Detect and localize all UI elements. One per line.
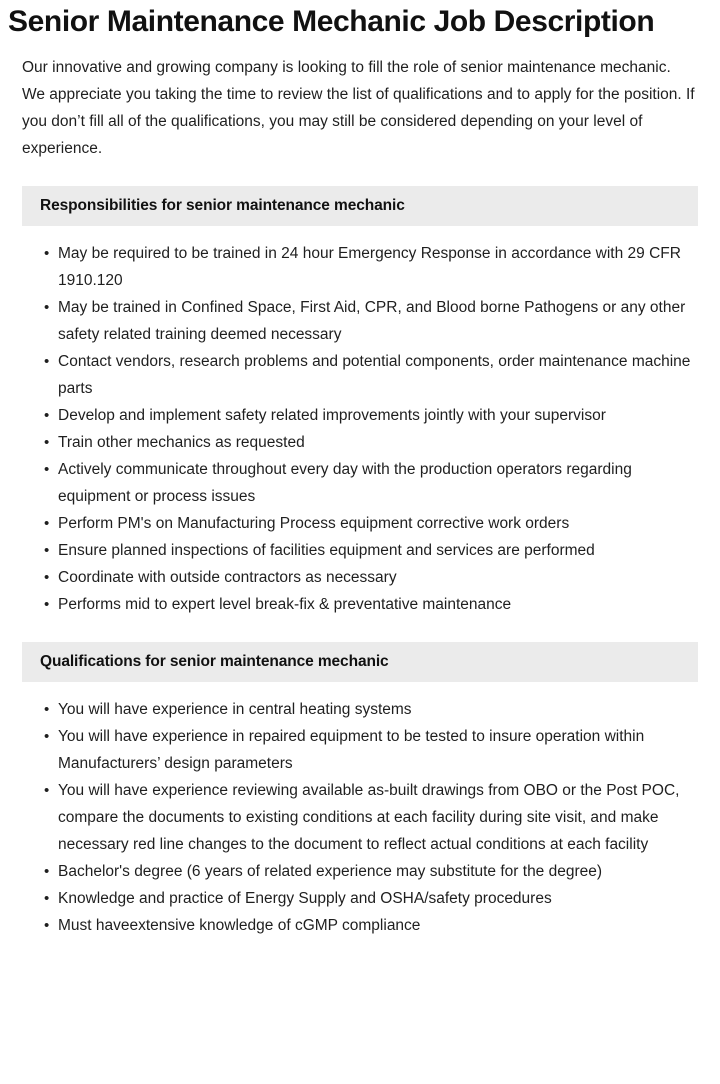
section-header-qualifications [22, 642, 698, 682]
list-item: • Must haveextensive knowledge of cGMP compliance [58, 912, 692, 939]
qualifications-list [0, 696, 720, 939]
section-header-label: Qualifications for senior maintenance mechanic [40, 653, 389, 670]
section-qualifications [0, 642, 720, 939]
list-item: • You will have experience in central heating systems [58, 696, 692, 723]
list-item: • Ensure planned inspections of facilities equipment and services are performed [58, 537, 692, 564]
list-item: • You will have experience in repaired equipment to be tested to insure operation within Manufacturers’ design parameters [58, 723, 692, 777]
list-item: • May be trained in Confined Space, First Aid, CPR, and Blood borne Pathogens or any other safety related training deemed necessary [58, 294, 692, 348]
intro-paragraph: Our innovative and growing company is looking to fill the role of senior maintenance mechanic. We appreciate you taking the time to review the list of qualifications and to apply for the position. If you don’t fill all of the qualifications, you may still be considered depending on your level of experience. [22, 59, 695, 157]
list-item: • Perform PM's on Manufacturing Process equipment corrective work orders [58, 510, 692, 537]
list-item: • You will have experience reviewing available as-built drawings from OBO or the Post POC, compare the documents to existing conditions at each facility during site visit, and make necessary red line changes to the document to reflect actual conditions at each facility [58, 777, 692, 858]
list-item: • Coordinate with outside contractors as necessary [58, 564, 692, 591]
list-item: • May be required to be trained in 24 hour Emergency Response in accordance with 29 CFR 1910.120 [58, 240, 692, 294]
list-item: • Develop and implement safety related improvements jointly with your supervisor [58, 402, 692, 429]
list-item: • Bachelor's degree (6 years of related experience may substitute for the degree) [58, 858, 692, 885]
section-header-responsibilities [22, 186, 698, 226]
list-item: • Contact vendors, research problems and potential components, order maintenance machine parts [58, 348, 692, 402]
section-responsibilities [0, 186, 720, 618]
list-item: • Knowledge and practice of Energy Supply and OSHA/safety procedures [58, 885, 692, 912]
section-header-label: Responsibilities for senior maintenance mechanic [40, 197, 405, 214]
list-item: • Performs mid to expert level break-fix & preventative maintenance [58, 591, 692, 618]
list-item: • Train other mechanics as requested [58, 429, 692, 456]
list-item: • Actively communicate throughout every day with the production operators regarding equipment or process issues [58, 456, 692, 510]
page-title: Senior Maintenance Mechanic Job Description [8, 5, 655, 38]
responsibilities-list [0, 240, 720, 618]
